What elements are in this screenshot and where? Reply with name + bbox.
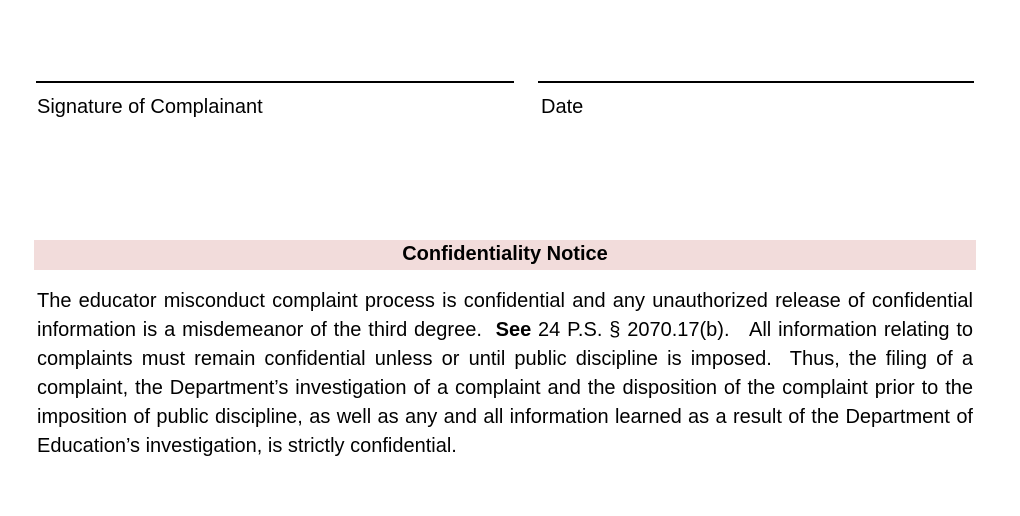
notice-text-part-1: The educator misconduct complaint process is confidential and any unauthorized release of confidential information is a misdemeanor of the third degree. (37, 290, 973, 341)
date-label: Date (541, 96, 584, 118)
date-line (538, 81, 974, 83)
signature-label: Signature of Complainant (37, 96, 263, 118)
notice-text-part-2: 24 P.S. § 2070.17(b). All information relating to complaints must remain confidential unless or until public discipline is imposed. Thus, the filing of a complaint, the Department’s investigation of a complaint and the disposition of the complaint prior to the imposition of public discipline, as well as any and all information learned as a result of the Department of Education’s investigation, is strictly confidential. (37, 319, 973, 457)
confidentiality-notice-heading: Confidentiality Notice (34, 240, 976, 270)
confidentiality-notice-text (37, 287, 973, 461)
see-label: See (495, 319, 532, 341)
signature-line (36, 81, 514, 83)
